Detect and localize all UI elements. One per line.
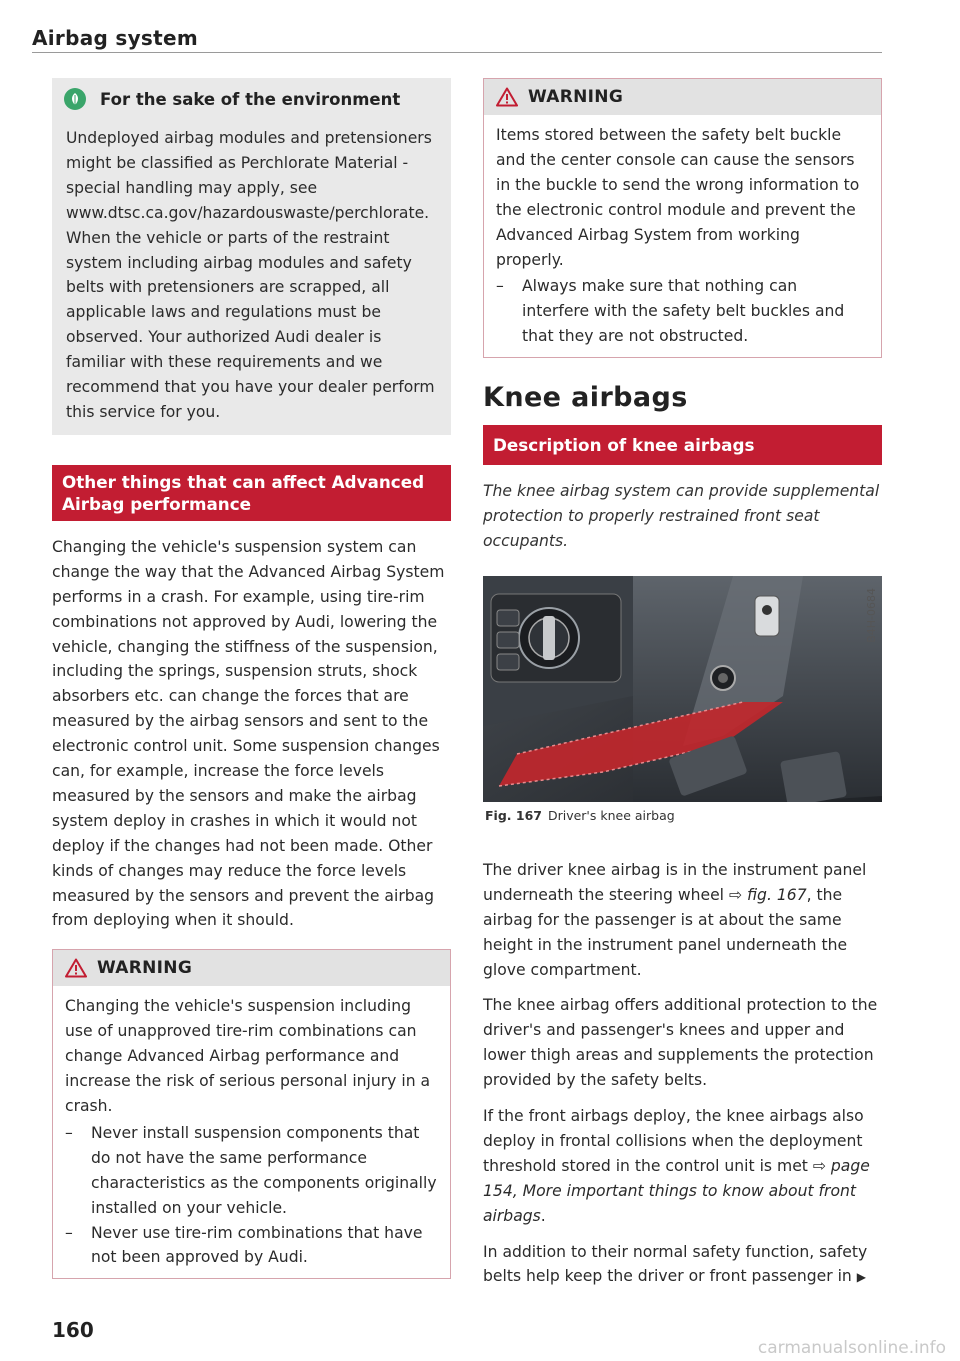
- page-number: 160: [52, 1318, 94, 1342]
- warning-title: WARNING: [97, 958, 193, 979]
- warning-list-item: – Never install suspension components that do not have the same performance characteristics as the components originally installed on your vehicle.: [65, 1121, 438, 1221]
- section-heading-other-things: Other things that can affect Advanced Airbag performance: [52, 465, 451, 521]
- suspension-warning: [52, 949, 451, 1279]
- knee-airbag-text: [483, 858, 882, 1291]
- paragraph-location-a: The driver knee airbag is in the instrument panel underneath the steering wheel: [483, 860, 867, 904]
- warning-title: WARNING: [528, 87, 624, 107]
- warning-body: [53, 986, 450, 1278]
- environment-note-body: Undeployed airbag modules and pretensioners might be classified as Perchlorate Material - special handling may apply, see www.dtsc.ca.gov/hazardouswaste/perchlorate. When the vehicle or parts of the restraint system including airbag modules and safety belts with pretensioners are scrapped, all applicable laws and regulations must be observed. Your authorized Audi dealer is familiar with these requirements and we recommend that you have your dealer perform this service for you.: [66, 129, 435, 421]
- warning-text: Items stored between the safety belt buckle and the center console can cause the sensors in the buckle to send the wrong information to the electronic control module and prevent the Advanced Airbag System from working properly.: [496, 126, 860, 269]
- header-divider: [32, 52, 882, 53]
- warning-body: [484, 115, 881, 357]
- warning-triangle-icon: [65, 958, 87, 978]
- figure-caption-text: Driver's knee airbag: [547, 808, 675, 824]
- suspension-paragraph: [52, 535, 451, 934]
- figure-label: Fig. 167: [485, 808, 542, 824]
- paragraph-location-b: , the airbag for the passenger is at about the same height in the instrument panel underneath the glove compartment.: [483, 885, 848, 979]
- leaf-icon: [64, 88, 86, 110]
- paragraph-location: [483, 858, 882, 983]
- paragraph-safety-belts: [483, 1240, 882, 1291]
- warning-title-row: [484, 79, 881, 115]
- figure-caption: [483, 802, 882, 830]
- suspension-paragraph-text: Changing the vehicle's suspension system can change the way that the Advanced Airbag System performs in a crash. For example, using tire-rim combinations not approved by Audi, lowering the vehicle, changing the stiffness of the suspension, including the springs, suspension struts, shock absorbers etc. can change the forces that are measured by the airbag sensors and sent to the electronic control unit. Some suspension changes can, for example, increase the force levels measured by the sensors and make the airbag system deploy in crashes in which it would not deploy if the changes had not been made. Other kinds of changes may reduce the force levels measured by the sensors and prevent the airbag from deploying when it should.: [52, 537, 445, 930]
- paragraph-deploy-a: If the front airbags deploy, the knee airbags also deploy in frontal collisions when the deployment threshold stored in the control unit is met: [483, 1107, 864, 1175]
- buckle-warning: [483, 78, 882, 358]
- figure-reference-link[interactable]: ⇨ fig. 167: [728, 885, 807, 904]
- watermark: carmanualsonline.info: [757, 1338, 946, 1358]
- continue-arrow-icon: ▶: [856, 1270, 867, 1285]
- warning-list-item: – Always make sure that nothing can interfere with the safety belt buckles and that they are not obstructed.: [496, 274, 869, 349]
- knee-airbag-illustration: [483, 576, 882, 802]
- environment-note-title-row: [52, 78, 451, 120]
- section-heading-description: Description of knee airbags: [483, 425, 882, 465]
- knee-airbag-intro: The knee airbag system can provide supplemental protection to properly restrained front seat occupants.: [483, 482, 880, 550]
- warning-title-row: [53, 950, 450, 986]
- page-reference-link[interactable]: ⇨ page 154, More important things to know about front airbags: [483, 1156, 870, 1225]
- section-title-knee-airbags: Knee airbags: [483, 382, 688, 414]
- right-column: [483, 78, 882, 1301]
- page-header-title: Airbag system: [32, 26, 198, 50]
- figure-167: [483, 576, 882, 830]
- paragraph-deploy-b: .: [540, 1206, 546, 1225]
- left-column: [52, 78, 451, 1279]
- warning-text: Changing the vehicle's suspension including use of unapproved tire-rim combinations can change Advanced Airbag performance and increase the risk of serious personal injury in a crash.: [65, 997, 431, 1115]
- dashboard-drawing: [483, 576, 882, 802]
- paragraph-safety-belts-text: In addition to their normal safety function, safety belts help keep the driver or front passenger in: [483, 1242, 868, 1286]
- environment-note-title: For the sake of the environment: [100, 89, 401, 109]
- paragraph-protection: The knee airbag offers additional protection to the driver's and passenger's knees and upper and lower thigh areas and supplements the protection provided by the safety belts.: [483, 996, 878, 1090]
- warning-triangle-icon: [496, 87, 518, 107]
- environment-note: [52, 78, 451, 435]
- paragraph-deploy: [483, 1104, 882, 1229]
- warning-list-item: – Never use tire-rim combinations that have not been approved by Audi.: [65, 1221, 438, 1271]
- figure-code: B4H-0684: [865, 587, 878, 643]
